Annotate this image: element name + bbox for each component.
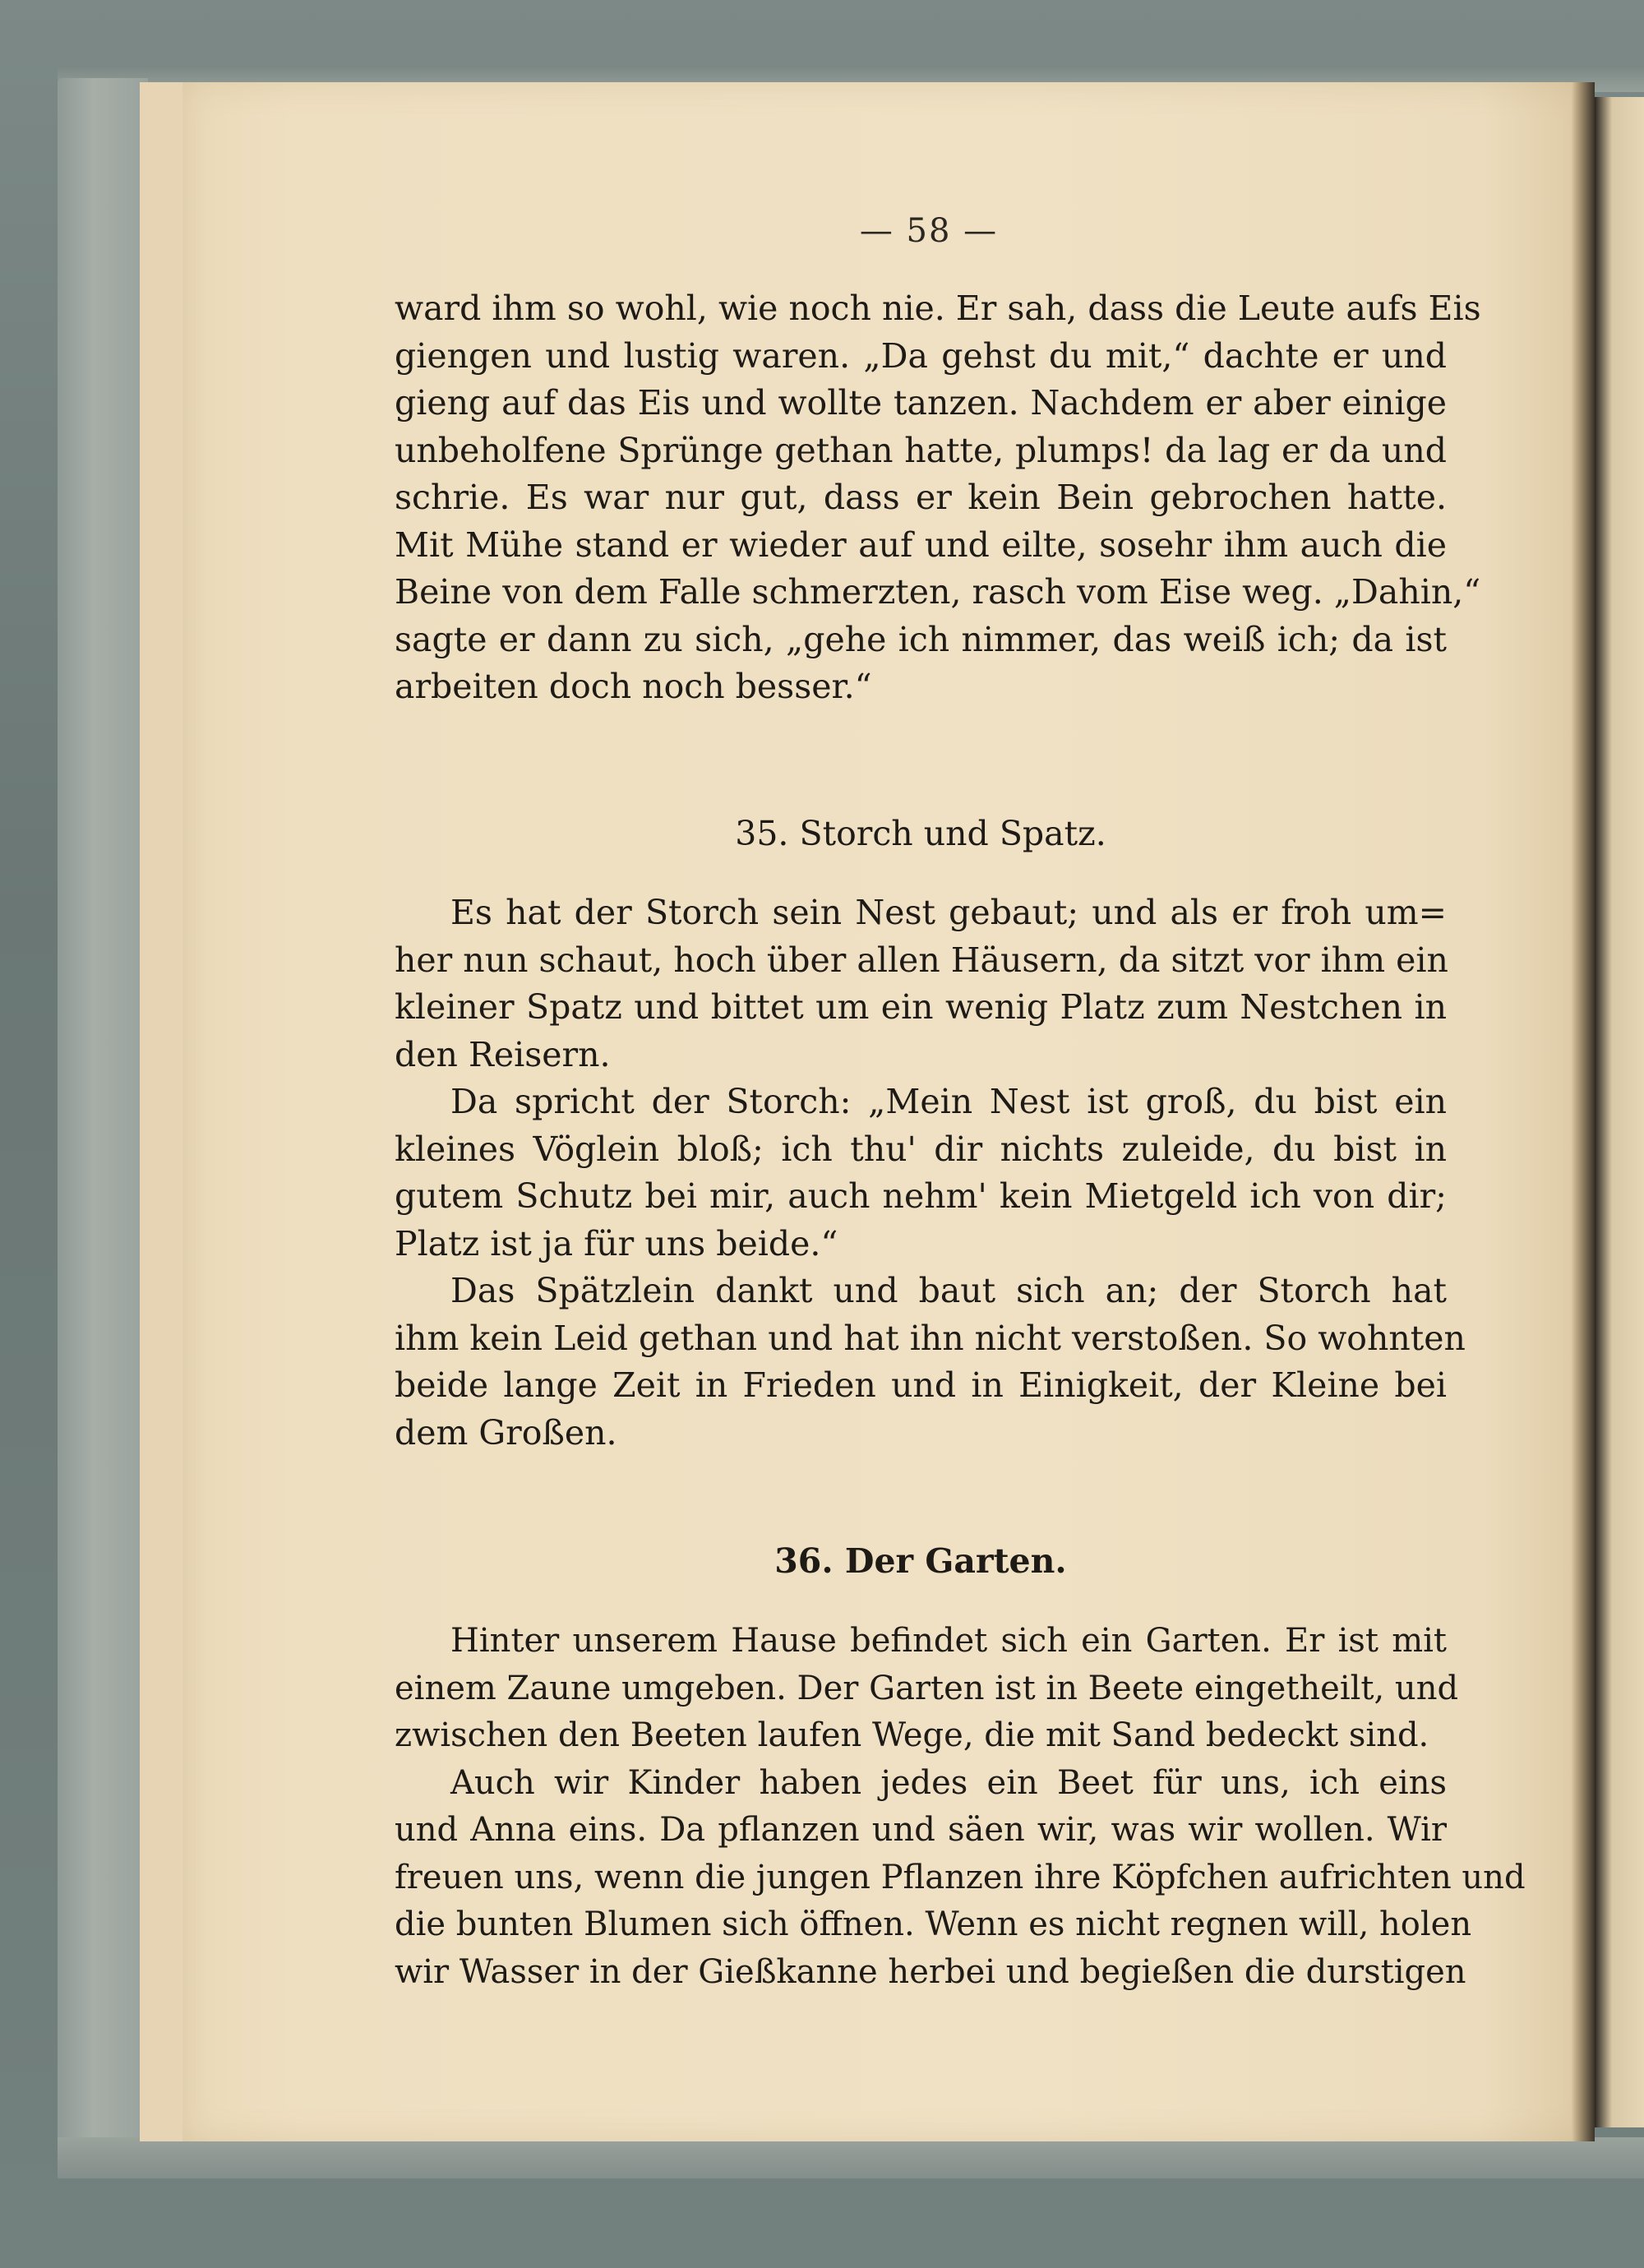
text-line: wir Wasser in der Gießkanne herbei und begießen die durstigen (395, 1952, 1466, 1991)
text-line: beide lange Zeit in Frieden und in Einigkeit, der Kleine bei (395, 1365, 1447, 1405)
paragraph-storch-und-spatz (395, 889, 1466, 1457)
book-cover-left-edge (58, 78, 148, 2150)
section-heading: 36. Der Garten. (774, 1541, 1067, 1581)
page-edge-stack (140, 82, 152, 2141)
text-line: Hinter unserem Hause befindet sich ein Garten. Er ist mit (450, 1622, 1447, 1660)
text-line: den Reisern. (395, 1034, 611, 1074)
page-edge-stack (151, 82, 164, 2141)
text-line: Platz ist ja für uns beide.“ (395, 1223, 838, 1263)
paragraph-der-garten (395, 1618, 1526, 1996)
book-cover-bottom-edge (58, 2137, 1644, 2178)
text-line: schrie. Es war nur gut, dass er kein Bein gebrochen hatte. (395, 478, 1447, 517)
section-heading: 35. Storch und Spatz. (735, 814, 1106, 853)
text-line: Das Spätzlein dankt und baut sich an; der Storch hat (450, 1271, 1447, 1310)
text-line: freuen uns, wenn die jungen Pflanzen ihre Köpfchen aufrichten und (395, 1858, 1526, 1896)
text-line: Auch wir Kinder haben jedes ein Beet für uns, ich eins (450, 1763, 1447, 1802)
paragraph-intro (395, 285, 1481, 711)
text-line: Da spricht der Storch: „Mein Nest ist groß, du bist ein (450, 1082, 1447, 1121)
text-line: sagte er dann zu sich, „gehe ich nimmer, das weiß ich; da ist (395, 619, 1447, 659)
text-line: unbeholfene Sprünge gethan hatte, plumps! da lag er da und (395, 430, 1447, 470)
page-number: — 58 — (859, 212, 999, 250)
text-line: giengen und lustig waren. „Da gehst du mit,“ dachte er und (395, 335, 1447, 376)
text-line: Beine von dem Falle schmerzten, rasch vom Eise weg. „Dahin,“ (395, 572, 1481, 612)
text-line: her nun schaut, hoch über allen Häusern, da sitzt vor ihm ein (395, 940, 1448, 980)
text-line: die bunten Blumen sich öffnen. Wenn es nicht regnen will, holen (395, 1905, 1472, 1943)
text-line: arbeiten doch noch besser.“ (395, 667, 872, 706)
text-line: gutem Schutz bei mir, auch nehm' kein Mietgeld ich von dir; (395, 1176, 1447, 1216)
text-line: und Anna eins. Da pflanzen und säen wir, was wir wollen. Wir (395, 1811, 1447, 1849)
text-line: gieng auf das Eis und wollte tanzen. Nachdem er aber einige (395, 383, 1447, 423)
text-line: dem Großen. (395, 1412, 617, 1453)
text-line: kleiner Spatz und bittet um ein wenig Platz zum Nestchen in (395, 987, 1447, 1027)
text-line: kleines Vöglein bloß; ich thu' dir nichts zuleide, du bist in (395, 1129, 1447, 1169)
text-line: ihm kein Leid gethan und hat ihn nicht verstoßen. So wohnten (395, 1318, 1466, 1358)
text-line: zwischen den Beeten laufen Wege, die mit Sand bedeckt sind. (395, 1716, 1429, 1754)
text-line: Mit Mühe stand er wieder auf und eilte, sosehr ihm auch die (395, 524, 1447, 565)
text-line: einem Zaune umgeben. Der Garten ist in Beete eingetheilt, und (395, 1669, 1459, 1707)
text-line: ward ihm so wohl, wie noch nie. Er sah, dass die Leute aufs Eis (395, 289, 1481, 328)
facing-page-edge (1595, 97, 1644, 2127)
book-gutter (1572, 82, 1595, 2141)
text-line: Es hat der Storch sein Nest gebaut; und als er froh um= (450, 893, 1447, 932)
